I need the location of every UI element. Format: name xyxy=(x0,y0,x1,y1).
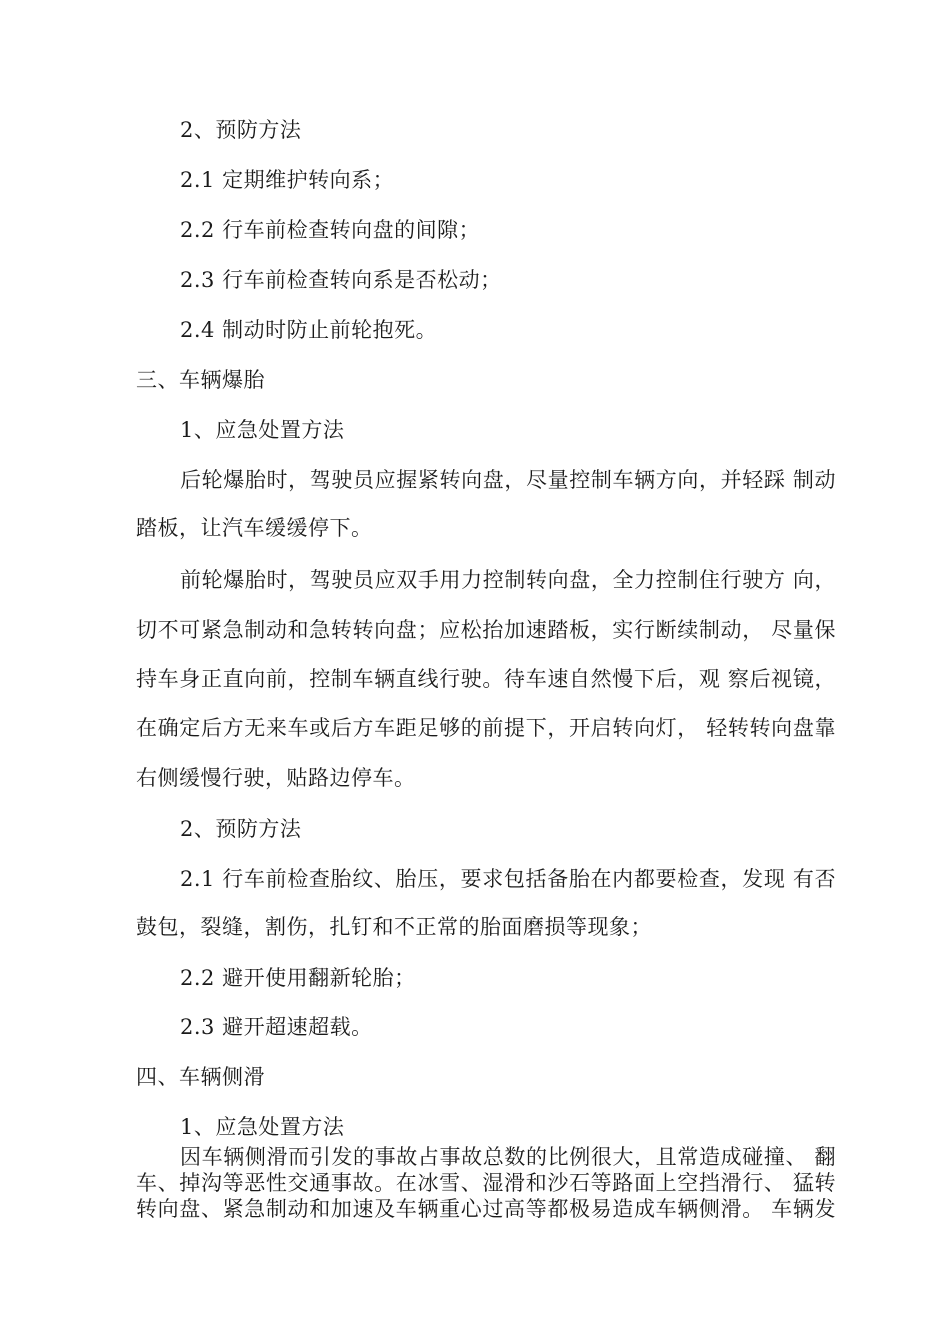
paragraph-line: 因车辆侧滑而引发的事故占事故总数的比例很大，且常造成碰撞、 翻 xyxy=(180,1145,836,1169)
list-item: 2.3 避开超速超载。 xyxy=(180,1015,373,1039)
paragraph-line: 前轮爆胎时，驾驶员应双手用力控制转向盘，全力控制住行驶方 向， xyxy=(180,568,836,592)
list-item: 2.3 行车前检查转向系是否松动； xyxy=(180,268,502,292)
paragraph-line: 后轮爆胎时，驾驶员应握紧转向盘，尽量控制车辆方向，并轻踩 制动 xyxy=(180,468,836,492)
paragraph-line: 持车身正直向前，控制车辆直线行驶。待车速自然慢下后，观 察后视镜， xyxy=(136,667,836,691)
paragraph-line: 右侧缓慢行驶，贴路边停车。 xyxy=(136,766,416,790)
paragraph-line: 踏板，让汽车缓缓停下。 xyxy=(136,516,373,540)
list-item: 2.2 行车前检查转向盘的间隙； xyxy=(180,218,481,242)
paragraph-line: 在确定后方无来车或后方车距足够的前提下，开启转向灯， 轻转转向盘靠 xyxy=(136,716,836,740)
section-heading-tire-blowout: 三、车辆爆胎 xyxy=(136,368,265,392)
subheading-prevention: 2、预防方法 xyxy=(180,817,302,841)
paragraph-line: 转向盘、紧急制动和加速及车辆重心过高等都极易造成车辆侧滑。 车辆发 xyxy=(136,1197,836,1221)
section-heading-side-slip: 四、车辆侧滑 xyxy=(136,1065,265,1089)
subheading-emergency: 1、应急处置方法 xyxy=(180,418,345,442)
list-item-continuation: 鼓包，裂缝，割伤，扎钉和不正常的胎面磨损等现象； xyxy=(136,915,652,939)
list-item: 2.1 定期维护转向系； xyxy=(180,168,395,192)
subheading-emergency: 1、应急处置方法 xyxy=(180,1115,345,1139)
paragraph-line: 切不可紧急制动和急转转向盘；应松抬加速踏板，实行断续制动， 尽量保 xyxy=(136,618,836,642)
paragraph-line: 车、掉沟等恶性交通事故。在冰雪、湿滑和沙石等路面上空挡滑行、 猛转 xyxy=(136,1171,836,1195)
list-item: 2.2 避开使用翻新轮胎； xyxy=(180,966,416,990)
list-item: 2.1 行车前检查胎纹、胎压，要求包括备胎在内都要检查，发现 有否 xyxy=(180,867,836,891)
subheading-prevention: 2、预防方法 xyxy=(180,118,302,142)
list-item: 2.4 制动时防止前轮抱死。 xyxy=(180,318,438,342)
